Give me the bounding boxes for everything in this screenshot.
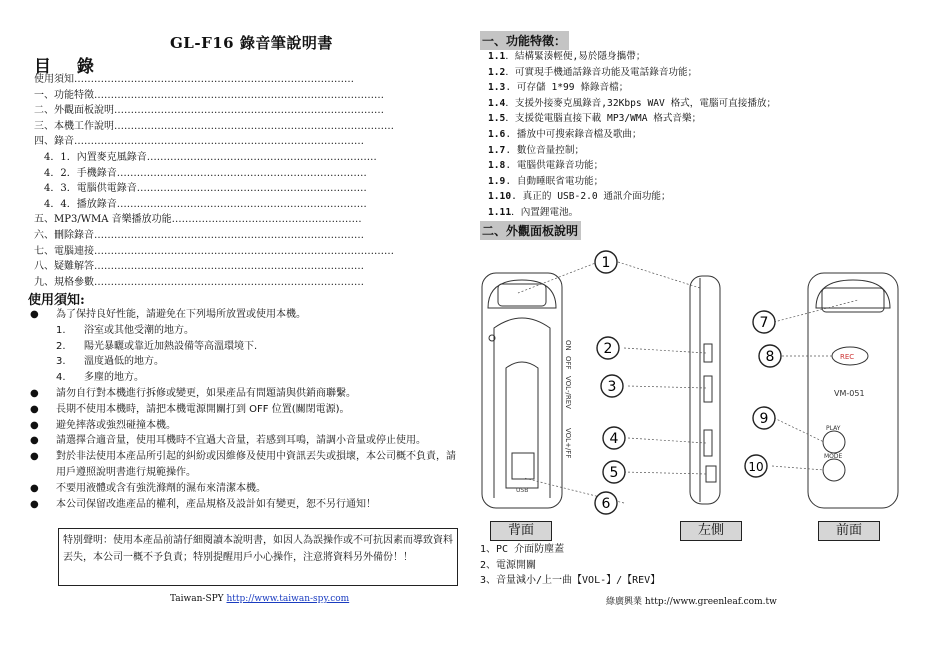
- toc-label: 六、刪除錄音: [34, 229, 94, 241]
- feature-separator: ．: [505, 66, 515, 78]
- part-label: 1、PC 介面防塵蓋: [480, 544, 565, 555]
- table-of-contents: [34, 72, 434, 290]
- callout-number: 6: [601, 496, 611, 512]
- place-text: 陽光暴曬或靠近加熱設備等高溫環境下.: [84, 340, 258, 352]
- callout-number: 7: [759, 315, 769, 331]
- toc-row: [34, 228, 434, 244]
- toc-label: 4．1．內置麥克風錄音: [44, 151, 147, 163]
- toc-row: [34, 103, 434, 119]
- feature-list: [488, 49, 928, 221]
- callout-number: 3: [607, 379, 617, 395]
- feature-item: [488, 205, 928, 221]
- place-text: 溫度過低的地方。: [84, 356, 164, 368]
- notice-text: 不要用液體或含有強洗滌劑的濕布來清潔本機。: [56, 482, 266, 494]
- toc-dots: …………………………………………………………………: [116, 198, 367, 210]
- front-top-cap: [816, 280, 890, 308]
- toc-label: 五、MP3/WMA 音樂播放功能: [34, 214, 172, 226]
- notice-text: 避免摔落或強烈碰撞本機。: [56, 419, 176, 431]
- callout-10: [745, 455, 767, 477]
- feature-separator: .: [505, 160, 517, 172]
- place-text: 浴室或其他受潮的地方。: [84, 324, 194, 336]
- list-item: [30, 449, 462, 481]
- toc-dots: …………………………………………………………………………: [114, 120, 394, 132]
- feature-separator: .: [505, 175, 517, 187]
- toc-dots: ……………………………………………………………………………: [74, 136, 364, 148]
- feature-number: 1.4: [488, 97, 506, 109]
- vol-rev-button: [704, 376, 712, 402]
- mode-label: MODE: [824, 453, 843, 460]
- mode-button: [823, 459, 845, 481]
- callout-number: 4: [609, 431, 619, 447]
- part-label: 3、音量減小/上一曲【VOL-】/【REV】: [480, 575, 661, 586]
- on-label: ON: [564, 340, 572, 351]
- feature-item: [488, 189, 928, 205]
- side-view-drawing: [690, 276, 720, 504]
- feature-number: 1.5: [488, 113, 506, 125]
- feature-number: 1.6: [488, 128, 506, 140]
- callout-8: [759, 345, 781, 367]
- side-usb-port: [706, 466, 716, 482]
- toc-label: 九、規格參數: [34, 276, 94, 288]
- feature-separator: .: [511, 191, 523, 203]
- usb-label: USB: [516, 487, 529, 494]
- callout-7: [753, 311, 775, 333]
- toc-dots: ……………………………………………………………………………: [94, 89, 384, 101]
- vol-rev-label: VOL-/REV: [564, 376, 572, 409]
- toc-label: 八、疑難解答: [34, 261, 94, 273]
- feature-number: 1.7: [488, 144, 506, 156]
- features-heading: 一、功能特徵：: [480, 31, 569, 50]
- bullet-icon: ●: [30, 435, 39, 447]
- toc-dots: …………………………………………………………………………: [74, 74, 354, 85]
- toc-row: [34, 259, 434, 275]
- callout-number: 2: [603, 341, 613, 357]
- notice-text: 長期不使用本機時，請把本機電源開關打到 OFF 位置(關閉電源)。: [56, 403, 350, 415]
- feature-text: 電腦供電錄音功能；: [516, 160, 604, 172]
- place-text: 多塵的地方。: [84, 372, 144, 384]
- toc-row: [34, 134, 434, 150]
- callout-1: [595, 251, 617, 273]
- callout-9: [753, 407, 775, 429]
- bullet-icon: ●: [30, 498, 39, 510]
- toc-row: [34, 150, 434, 166]
- feature-text: 支援外接麥克風錄音,32Kbps WAV 格式，電腦可直接播放；: [514, 97, 777, 109]
- device-diagram: [478, 248, 928, 548]
- disclaimer-box: 特別聲明：使用本產品前請仔細閱讀本說明書，如因人為誤操作或不可抗因素而導致資料丟失，本公司一概不予負責；特別提醒用戶小心操作，注意將資料另外備份！！: [58, 528, 458, 586]
- callout-number: 10: [748, 460, 764, 474]
- list-item: [30, 386, 462, 402]
- footer-right: 綠廣興業 http://www.greenleaf.com.tw: [606, 597, 777, 607]
- bullet-icon: ●: [30, 403, 39, 415]
- rec-label: REC: [840, 353, 855, 361]
- feature-text: 支援從電腦直接下載 MP3/WMA 格式音樂；: [514, 113, 702, 125]
- list-item: [30, 481, 462, 497]
- notice-intro: 為了保持良好性能，請避免在下列場所放置或使用本機。: [56, 309, 306, 320]
- toc-label: 4．2．手機錄音: [44, 167, 117, 179]
- notice-text: 請勿自行對本機進行拆修或變更，如果產品有問題請與供銷商聯繫。: [56, 387, 356, 399]
- feature-number: 1.11: [488, 206, 512, 218]
- callout-number: 8: [765, 349, 775, 365]
- toc-label: 三、本機工作說明: [34, 120, 114, 132]
- toc-row: [34, 72, 434, 88]
- place-item: [30, 339, 462, 355]
- model-label: VM-051: [834, 389, 865, 398]
- toc-row: [34, 212, 434, 228]
- feature-separator: ．: [505, 113, 515, 125]
- feature-item: [488, 143, 928, 159]
- list-item: [30, 307, 462, 323]
- off-label: OFF: [564, 356, 572, 370]
- toc-label: 使用須知: [34, 74, 74, 85]
- toc-row: [34, 275, 434, 291]
- notice-text: 請選擇合適音量，使用耳機時不宜過大音量，若感到耳鳴，請調小音量或停止使用。: [56, 435, 426, 447]
- feature-number: 1.2: [488, 66, 506, 78]
- view-label-back: 背面: [490, 521, 552, 541]
- view-label-front: 前面: [818, 521, 880, 541]
- bullet-icon: ●: [30, 419, 39, 431]
- feature-number: 1.3: [488, 82, 506, 94]
- place-item: [30, 323, 462, 339]
- place-number: 3.: [56, 356, 66, 368]
- toc-label: 4．4．播放錄音: [44, 198, 117, 210]
- feature-item: [488, 96, 928, 112]
- place-item: [30, 370, 462, 386]
- footer-link[interactable]: http://www.taiwan-spy.com: [226, 594, 350, 604]
- part-label: 2、電源開關: [480, 559, 537, 571]
- play-label: PLAY: [826, 425, 841, 432]
- toc-dots: ………………………………………………………………………: [114, 105, 384, 117]
- feature-separator: ．: [505, 51, 515, 62]
- notice-heading: 使用須知:: [28, 293, 85, 308]
- pc-port-cover: [498, 284, 546, 306]
- toc-dots: ………………………………………………………………………: [94, 261, 364, 273]
- toc-row: [34, 88, 434, 104]
- feature-text: 可實現手機通話錄音功能及電話錄音功能；: [514, 66, 698, 78]
- feature-number: 1.10: [488, 191, 512, 203]
- toc-label: 4．3．電腦供電錄音: [44, 183, 137, 195]
- list-item: [30, 433, 462, 449]
- footer-label: Taiwan-SPY: [170, 594, 224, 604]
- feature-text: 真正的 USB-2.0 通訊介面功能；: [522, 191, 671, 203]
- feature-text: 內置鋰電池。: [520, 206, 579, 218]
- toc-row: [34, 119, 434, 135]
- place-item: [30, 354, 462, 370]
- feature-number: 1.8: [488, 160, 506, 172]
- toc-label: 二、外觀面板說明: [34, 105, 114, 117]
- toc-row: [34, 197, 434, 213]
- feature-item: [488, 111, 928, 127]
- toc-dots: ………………………………………………………………………: [94, 229, 364, 241]
- back-clip: [494, 318, 550, 498]
- feature-number: 1.1: [488, 51, 506, 62]
- back-clip-inner: [506, 362, 538, 488]
- notice-text: 對於非法使用本產品所引起的糾紛或因維修及使用中資訊丟失或損壞，本公司概不負責，請用戶遵照說明書進行規範操作。: [56, 451, 456, 478]
- callout-5: [603, 461, 625, 483]
- feature-text: 自動睡眠省電功能；: [516, 175, 604, 187]
- toc-dots: …………………………………………………………………: [116, 167, 367, 179]
- feature-item: [488, 158, 928, 174]
- callout-4: [603, 427, 625, 449]
- feature-text: 結構緊湊輕便,易於隱身攜帶；: [514, 51, 646, 62]
- feature-separator: ．: [505, 97, 515, 109]
- feature-separator: ．: [511, 206, 521, 218]
- toc-dots: ………………………………………………………………………………: [94, 245, 394, 257]
- feature-text: 可存儲 1*99 條錄音檔；: [516, 82, 629, 94]
- back-view-drawing: [482, 273, 562, 508]
- feature-separator: .: [505, 144, 517, 156]
- feature-separator: .: [505, 82, 517, 94]
- part-labels: [480, 542, 660, 589]
- bullet-icon: ●: [30, 387, 39, 399]
- place-number: 2.: [56, 340, 66, 352]
- toc-dots: ……………………………………………………………: [136, 183, 367, 195]
- play-button: [823, 431, 845, 453]
- feature-item: [488, 174, 928, 190]
- feature-item: [488, 65, 928, 81]
- callout-number: 9: [759, 411, 769, 427]
- callout-group: [595, 251, 781, 514]
- toc-label: 一、功能特徵: [34, 89, 94, 101]
- bullet-icon: ●: [30, 309, 39, 320]
- list-item: [30, 497, 462, 513]
- place-number: 4.: [56, 372, 66, 384]
- view-label-side: 左側: [680, 521, 742, 541]
- feature-text: 播放中可搜索錄音檔及歌曲；: [516, 128, 642, 140]
- usb-port: [512, 453, 534, 479]
- callout-2: [597, 337, 619, 359]
- bullet-icon: ●: [30, 482, 39, 494]
- panel-heading: 二、外觀面板說明: [480, 221, 581, 240]
- toc-dots: ……………………………………………………………: [146, 151, 377, 163]
- footer-left: [170, 594, 349, 604]
- toc-label: 四、錄音: [34, 136, 74, 148]
- toc-row: [34, 166, 434, 182]
- vol-ff-label: VOL+/FF: [564, 428, 572, 459]
- notice-list: [30, 307, 462, 512]
- feature-number: 1.9: [488, 175, 506, 187]
- place-number: 1.: [56, 324, 66, 336]
- feature-item: [488, 80, 928, 96]
- notice-text: 本公司保留改進產品的權利，產品規格及設計如有變更，恕不另行通知！: [56, 498, 376, 510]
- callout-number: 1: [601, 255, 611, 271]
- feature-separator: .: [505, 128, 517, 140]
- feature-text: 數位音量控制；: [516, 144, 585, 156]
- toc-heading: 目 錄: [34, 57, 104, 77]
- page-title: GL-F16 錄音筆說明書: [170, 34, 333, 52]
- callout-number: 5: [609, 465, 619, 481]
- toc-row: [34, 244, 434, 260]
- list-item: [30, 418, 462, 434]
- toc-label: 七、電腦連接: [34, 245, 94, 257]
- bullet-icon: ●: [30, 451, 39, 463]
- list-item: [30, 402, 462, 418]
- feature-item: [488, 49, 928, 65]
- toc-row: [34, 181, 434, 197]
- toc-dots: ………………………………………………………………………: [94, 276, 364, 288]
- callout-6: [595, 492, 617, 514]
- feature-item: [488, 127, 928, 143]
- callout-3: [601, 375, 623, 397]
- toc-dots: …………………………………………………: [171, 214, 362, 226]
